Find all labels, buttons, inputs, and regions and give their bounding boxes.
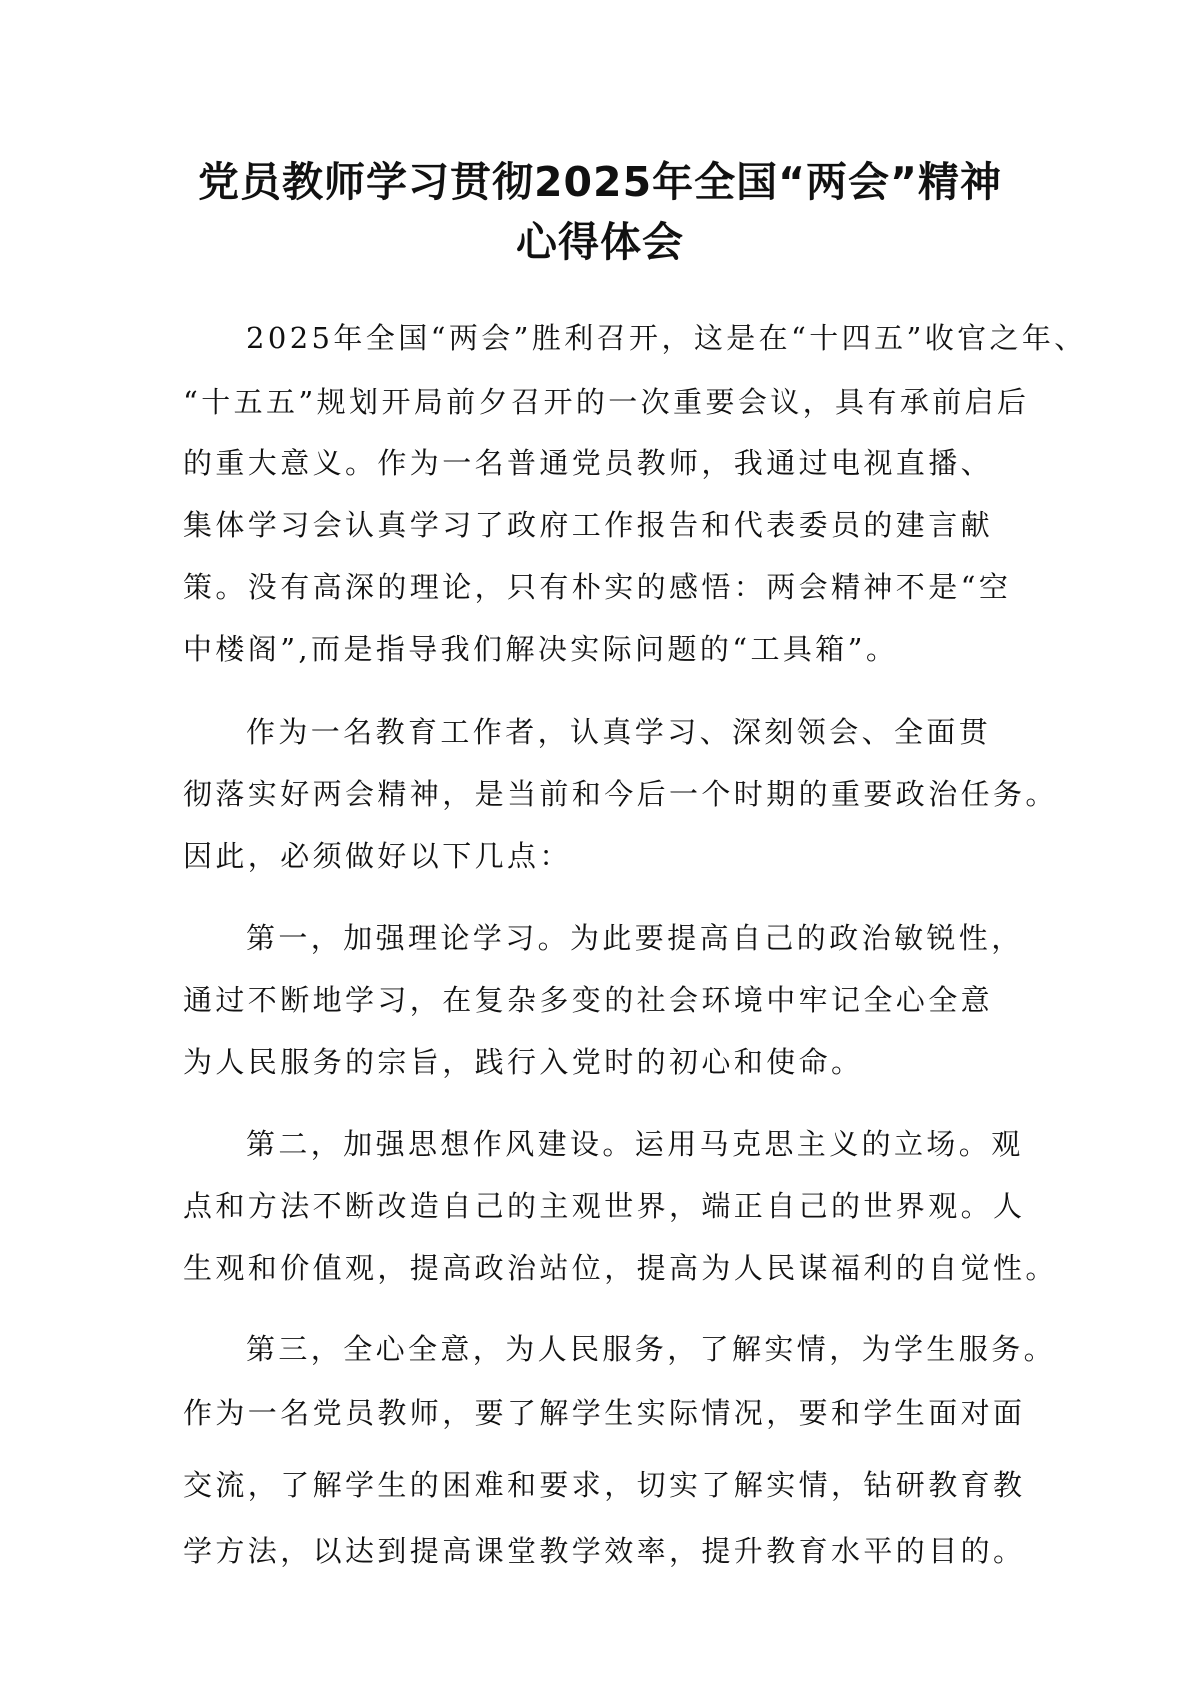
paragraph-line: 通过不断地学习，在复杂多变的社会环境中牢记全心全意 [183,983,994,1017]
paragraph-line: 的重大意义。作为一名普通党员教师，我通过电视直播、 [183,446,994,480]
document-title [0,152,1200,272]
paragraph-line: 点和方法不断改造自己的主观世界，端正自己的世界观。人 [183,1189,1026,1223]
paragraph-line: 第三，全心全意，为人民服务，了解实情，为学生服务。 [246,1332,1057,1366]
paragraph-line: 彻落实好两会精神，是当前和今后一个时期的重要政治任务。 [183,777,1058,811]
paragraph-line: 第一，加强理论学习。为此要提高自己的政治敏锐性， [246,921,1024,955]
paragraph-line: 学方法，以达到提高课堂教学效率，提升教育水平的目的。 [183,1534,1026,1568]
title-line-1: 党员教师学习贯彻2025年全国“两会”精神 [197,158,1002,206]
paragraph-line: 为人民服务的宗旨，践行入党时的初心和使命。 [183,1045,864,1079]
paragraph-line: 策。没有高深的理论，只有朴实的感悟：两会精神不是“空 [183,570,1012,604]
paragraph-line: 作为一名党员教师，要了解学生实际情况，要和学生面对面 [183,1396,1026,1430]
paragraph-line: 因此，必须做好以下几点： [183,839,572,873]
paragraph-line: 中楼阁”,而是指导我们解决实际问题的“工具箱”。 [183,632,899,666]
paragraph-line: 2025年全国“两会”胜利召开，这是在“十四五”收官之年、 [246,321,1087,355]
paragraph-line: 生观和价值观，提高政治站位，提高为人民谋福利的自觉性。 [183,1251,1058,1285]
paragraph-line: 交流，了解学生的困难和要求，切实了解实情，钻研教育教 [183,1468,1026,1502]
paragraph-line: 集体学习会认真学习了政府工作报告和代表委员的建言献 [183,508,994,542]
paragraph-line: 第二，加强思想作风建设。运用马克思主义的立场。观 [246,1127,1024,1161]
paragraph-line: 作为一名教育工作者，认真学习、深刻领会、全面贯 [246,715,992,749]
title-line-2: 心得体会 [516,218,684,266]
paragraph-line: “十五五”规划开局前夕召开的一次重要会议，具有承前启后 [183,385,1030,419]
